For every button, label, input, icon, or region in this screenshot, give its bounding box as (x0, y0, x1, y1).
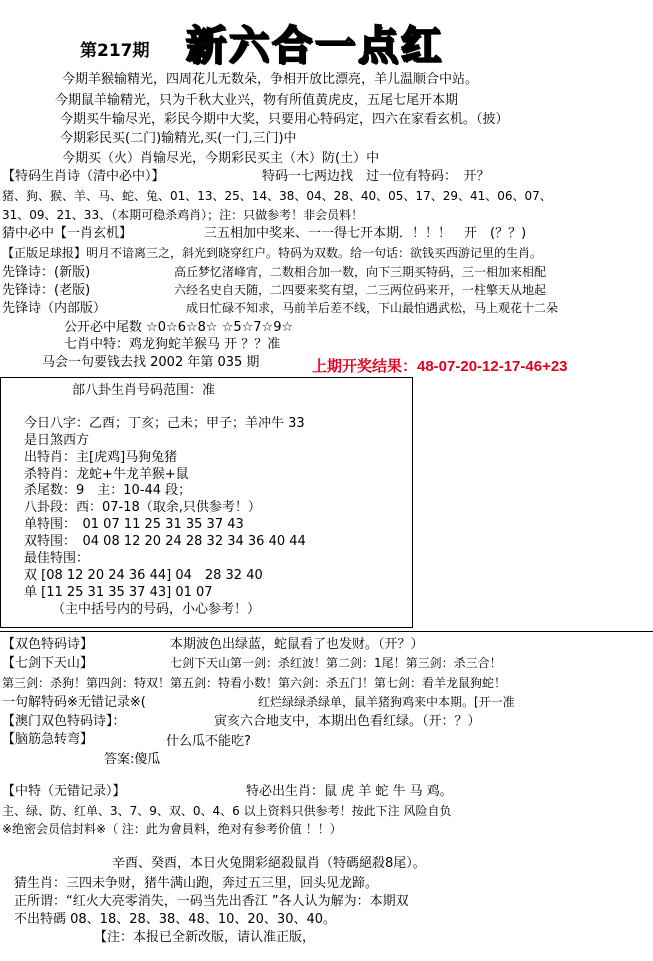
text-line: 猜生肖：三四未争财，猪牛满山跑，奔过五三里，回头见龙蹄。 (14, 876, 379, 891)
section-heading: 【中特（无错记录）】 (2, 784, 126, 799)
text-line: 高丘梦忆渚峰宵，二数相合加一数，向下三期买特码，三一相加来相配 (174, 265, 547, 279)
issue-number: 第217期 (80, 41, 150, 61)
last-draw-result: 上期开奖结果：48-07-20-12-17-46+23 (312, 358, 568, 375)
box-line: 杀尾数：9 主：10-44 段； (24, 483, 192, 498)
section-heading: 猜中必中【一肖玄机】 (2, 226, 133, 241)
text-line: 先锋诗：(新版) (2, 265, 91, 280)
text-line: 【正版足球报】明月不谙离三之，斜光到晓穿红户。特码为双数。给一句话：欲钱买西游记里的生肖。 (2, 246, 543, 260)
box-line: 杀特肖：龙蛇+牛龙羊猴+鼠 (24, 467, 189, 482)
box-line: 双特围： 04 08 12 20 24 28 32 34 36 40 44 (24, 534, 306, 549)
riddle-question: 什么瓜不能吃? (166, 734, 251, 749)
text-line: 寅亥六合地支中，本期出色看红绿。（开：？） (214, 714, 481, 729)
text-line: 特码一七两边找 过一位有特码： 开？ (262, 169, 490, 184)
text-line: 今期买牛输尽光，彩民今期中大奖，只要用心特码定，四六在家看玄机。（披） (60, 112, 509, 127)
box-line: 单 [11 25 31 35 37 43] 01 07 (24, 585, 213, 600)
text-line: 【注：本报已全新改版，请认准正版， (94, 930, 316, 945)
text-line: 主、绿、防、红单、3、7、9、双、0、4、6 以上资料只供参考！按此下注 风险自负 (2, 804, 452, 818)
box-line: 八卦段：西：07-18（取余,只供参考！） (24, 500, 261, 515)
box-line: 是日煞西方 (24, 433, 90, 448)
riddle-answer: 答案:傻瓜 (104, 752, 161, 767)
box-line: （主中括号内的号码，小心参考！） (52, 602, 261, 617)
text-line: 红烂绿绿杀绿单，鼠羊猪狗鸡来中本期。[开一准 (258, 695, 515, 709)
box-line: 今日八字：乙酉；丁亥；己未；甲子；羊冲牛 33 (24, 416, 305, 431)
section-heading: 【七剑下天山】 (2, 656, 94, 671)
text-line: 成日忙碌不知求，马前羊后差不线，下山最怕遇武松，马上观花十二朵 (186, 301, 559, 315)
text-line: 辛酉、癸酉，本日火兔開彩絕殺鼠肖（特碼絕殺8尾）。 (112, 856, 426, 871)
text-line: 今期鼠羊输精光，只为千秋大业兴，物有所值黄虎皮，五尾七尾开本期 (55, 93, 459, 108)
text-line: 七肖中特：鸡龙狗蛇羊猴马 开 ？？准 (64, 337, 281, 352)
text-line: 正所谓：“红火大亮零消失，一码当先出香江 ”各人认为解为：本期双 (14, 894, 409, 909)
section-heading: 【澳门双色特码诗】： (2, 714, 126, 729)
text-line: 今期彩民买(二门)输精光,买(一门,三门)中 (60, 131, 297, 146)
text-line: 特必出生肖：鼠 虎 羊 蛇 牛 马 鸡。 (246, 784, 453, 799)
divider (0, 631, 653, 632)
text-line: 公开必中尾数 ☆0☆6☆8☆ ☆5☆7☆9☆ (64, 320, 294, 335)
text-line: 三五相加中奖来、一一得七开本期．！！！ 开 (？？) (204, 226, 527, 241)
text-line: 猪、狗、猴、羊、马、蛇、兔、01、13、25、14、38、04、28、40、05、17、29、41、06、07、 (2, 189, 552, 203)
text-line: 今期羊猴输精光，四周花儿无数朵，争相开放比漂亮，羊儿温顺合中站。 (62, 72, 479, 87)
text-line: ※绝密会员信封料※（ 注：此为會員料，绝对有参考价值 ！！） (2, 822, 342, 836)
section-heading: 【脑筋急转弯】 (2, 732, 94, 747)
box-line: 单特围： 01 07 11 25 31 35 37 43 (24, 517, 244, 532)
text-line: 31、09、21、33、（本期可稳杀鸡肖）；注：只做参考！非会员料！ (2, 208, 364, 222)
text-line: 先锋诗：(老版) (2, 283, 91, 298)
box-line: 部八卦生肖号码范围：准 (72, 383, 216, 398)
box-line: 双 [08 12 20 24 36 44] 04 28 32 40 (24, 568, 263, 583)
text-line: 六经名史自天随，二四要来奖有望，二三两位码来开，一柱擎天从地起 (174, 283, 547, 297)
box-line: 出特肖：主[虎鸡]马狗兔猪 (24, 450, 178, 465)
section-heading: 【特码生肖诗（清中必中）】 (2, 169, 165, 184)
text-line: 先锋诗（内部版） (2, 301, 107, 316)
box-line: 最佳特围： (24, 551, 90, 566)
text-line: 第三剑：杀狗！第四剑：特双！第五剑：特看小数！第六剑：杀五门！第七剑：看羊龙鼠狗蛇！ (2, 676, 507, 690)
section-heading: 【双色特码诗】 (2, 637, 94, 652)
page-title: 新六合一点红 (186, 23, 444, 69)
text-line: 马会一句要钱去找 2002 年第 035 期 (42, 355, 260, 370)
text-line: 七剑下天山第一剑：杀红波！第二剑：1尾！第三剑：杀三合！ (170, 656, 502, 670)
text-line: 一句解特码※无错记录※( (2, 695, 146, 710)
text-line: 今期买（火）肖输尽光，今期彩民买主（木）防(土）中 (62, 151, 380, 166)
text-line: 本期波色出绿蓝，蛇鼠看了也发财。（开？） (170, 637, 424, 652)
text-line: 不出特碼 08、18、28、38、48、10、20、30、40。 (14, 912, 337, 927)
